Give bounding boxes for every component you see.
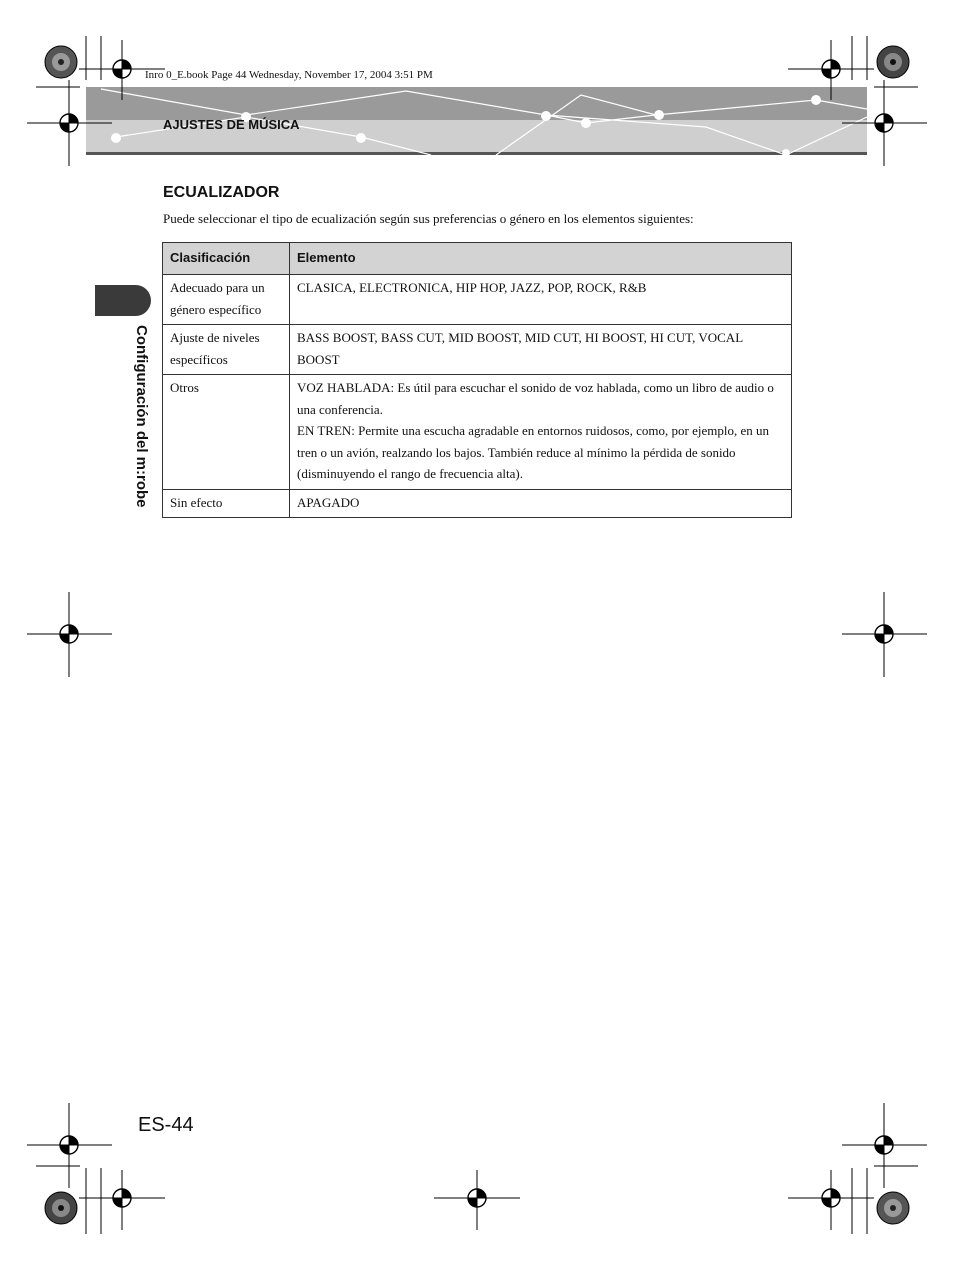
elemento-line: APAGADO bbox=[297, 494, 360, 510]
cell-clasificacion: Ajuste de niveles específicos bbox=[163, 325, 290, 375]
column-header-clasificacion: Clasificación bbox=[163, 243, 290, 275]
cell-clasificacion: Adecuado para un género específico bbox=[163, 275, 290, 325]
print-slug: Inro 0_E.book Page 44 Wednesday, November 17, 2004 3:51 PM bbox=[145, 69, 433, 81]
column-header-elemento: Elemento bbox=[290, 243, 792, 275]
cell-clasificacion: Sin efecto bbox=[163, 489, 290, 518]
intro-text: Puede seleccionar el tipo de ecualización según sus preferencias o género en los elementos siguientes: bbox=[163, 211, 694, 226]
elemento-line: CLASICA, ELECTRONICA, HIP HOP, JAZZ, POP, ROCK, R&B bbox=[297, 280, 647, 295]
elemento-line: VOZ HABLADA: Es útil para escuchar el sonido de voz hablada, como un libro de audio o una conferencia. bbox=[297, 380, 774, 417]
elemento-line: BASS BOOST, BASS CUT, MID BOOST, MID CUT, HI BOOST, HI CUT, VOCAL BOOST bbox=[297, 330, 743, 367]
elemento-line: EN TREN: Permite una escucha agradable en entornos ruidosos, como, por ejemplo, en un tren o un avión, realzando los bajos. También reduce al mínimo la pérdida de sonido (disminuyendo el rango de frecuencia alta). bbox=[297, 423, 769, 481]
page-number: ES-44 bbox=[138, 1114, 194, 1136]
cell-clasificacion: Otros bbox=[163, 375, 290, 490]
section-label: AJUSTES DE MÚSICA bbox=[163, 117, 300, 132]
chapter-label: Configuración del m:robe bbox=[133, 325, 150, 508]
section-heading: ECUALIZADOR bbox=[163, 184, 280, 201]
